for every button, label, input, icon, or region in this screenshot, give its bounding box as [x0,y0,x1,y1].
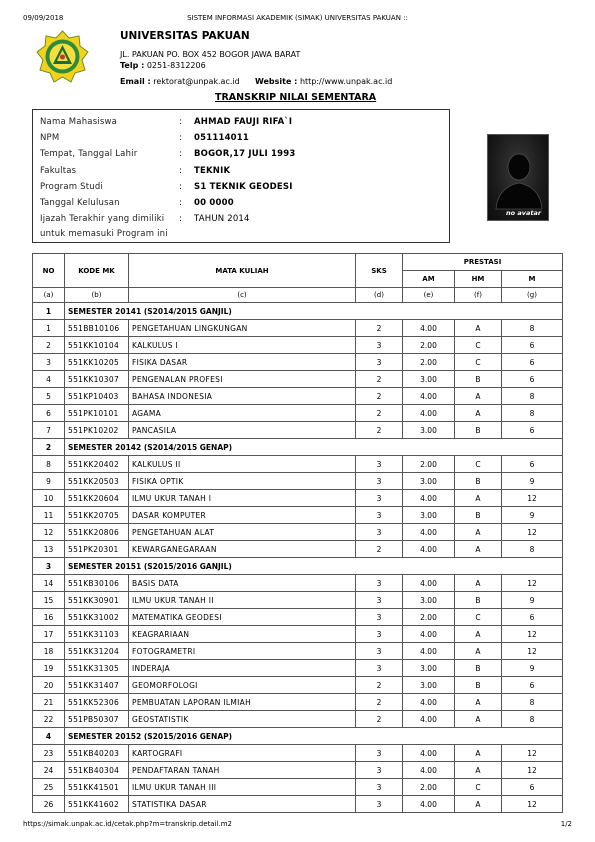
email-value: rektorat@unpak.ac.id [153,77,240,86]
row-am: 4.00 [403,320,455,337]
row-am: 2.00 [403,456,455,473]
row-am: 3.00 [403,507,455,524]
row-kode: 551BB10106 [65,320,129,337]
row-kode: 551PK20301 [65,541,129,558]
row-sks: 3 [356,575,403,592]
row-hm: B [455,473,502,490]
print-page: 1/2 [560,820,572,828]
row-mata-kuliah: PENGETAHUAN LINGKUNGAN [129,320,356,337]
row-no: 9 [33,473,65,490]
row-am: 2.00 [403,337,455,354]
info-label: NPM [40,133,60,143]
row-m: 6 [502,354,563,371]
row-sks: 3 [356,337,403,354]
row-kode: 551KK20705 [65,507,129,524]
info-value: BOGOR,17 JULI 1993 [194,149,296,159]
row-mata-kuliah: KEAGRARIAAN [129,626,356,643]
row-hm: C [455,337,502,354]
info-label: Ijazah Terakhir yang dimiliki [40,214,165,224]
row-mata-kuliah: ILMU UKUR TANAH III [129,779,356,796]
row-kode: 551KP10403 [65,388,129,405]
university-address: JL. PAKUAN PO. BOX 452 BOGOR JAWA BARAT [120,50,301,59]
info-label: Fakultas [40,166,77,176]
row-sks: 3 [356,779,403,796]
row-hm: A [455,626,502,643]
table-row [33,456,563,473]
row-hm: C [455,779,502,796]
row-m: 12 [502,745,563,762]
col-hm: HM [455,271,502,288]
row-m: 12 [502,796,563,813]
row-mata-kuliah: KALKULUS II [129,456,356,473]
row-no: 10 [33,490,65,507]
table-row [33,796,563,813]
row-mata-kuliah: ILMU UKUR TANAH II [129,592,356,609]
row-m: 9 [502,660,563,677]
row-am: 4.00 [403,762,455,779]
row-hm: A [455,711,502,728]
row-no: 4 [33,371,65,388]
row-mata-kuliah: GEOMORFOLOGI [129,677,356,694]
semester-row [33,558,563,575]
row-kode: 551KK30901 [65,592,129,609]
row-sks: 3 [356,507,403,524]
column-letter: (b) [65,288,129,303]
row-sks: 2 [356,541,403,558]
row-mata-kuliah: ILMU UKUR TANAH I [129,490,356,507]
row-kode: 551KB40304 [65,762,129,779]
row-kode: 551KK20402 [65,456,129,473]
semester-title: SEMESTER 20152 (S2015/2016 GENAP) [65,728,563,745]
row-kode: 551KK20806 [65,524,129,541]
table-row [33,541,563,558]
grades-table [32,253,563,813]
info-value: 00 0000 [194,198,234,208]
row-mata-kuliah: PEMBUATAN LAPORAN ILMIAH [129,694,356,711]
row-kode: 551KK41501 [65,779,129,796]
table-row [33,354,563,371]
table-row [33,422,563,439]
row-hm: B [455,371,502,388]
row-m: 12 [502,490,563,507]
row-sks: 3 [356,473,403,490]
row-no: 2 [33,337,65,354]
row-sks: 3 [356,643,403,660]
row-sks: 3 [356,626,403,643]
table-row [33,643,563,660]
row-mata-kuliah: PENDAFTARAN TANAH [129,762,356,779]
row-kode: 551KK31407 [65,677,129,694]
row-mata-kuliah: BASIS DATA [129,575,356,592]
row-mata-kuliah: MATEMATIKA GEODESI [129,609,356,626]
row-am: 3.00 [403,660,455,677]
row-sks: 3 [356,524,403,541]
row-hm: C [455,354,502,371]
semester-row [33,728,563,745]
row-hm: A [455,796,502,813]
row-sks: 3 [356,490,403,507]
table-row [33,745,563,762]
row-no: 1 [33,320,65,337]
website-label: Website : [254,77,298,86]
row-mata-kuliah: AGAMA [129,405,356,422]
row-am: 4.00 [403,626,455,643]
row-kode: 551KK52306 [65,694,129,711]
row-sks: 3 [356,745,403,762]
row-am: 3.00 [403,473,455,490]
row-am: 3.00 [403,592,455,609]
semester-no: 3 [33,558,65,575]
row-sks: 2 [356,711,403,728]
row-sks: 2 [356,694,403,711]
row-hm: A [455,320,502,337]
row-am: 4.00 [403,388,455,405]
info-value: S1 TEKNIK GEODESI [194,182,293,192]
row-hm: B [455,660,502,677]
row-no: 7 [33,422,65,439]
university-phone [120,61,206,70]
col-m: M [502,271,563,288]
telp-value: 0251-8312206 [146,61,206,70]
row-hm: A [455,643,502,660]
university-name: UNIVERSITAS PAKUAN [120,30,250,42]
row-m: 12 [502,643,563,660]
row-m: 6 [502,677,563,694]
row-hm: A [455,490,502,507]
table-row [33,337,563,354]
row-sks: 2 [356,422,403,439]
row-m: 8 [502,694,563,711]
row-sks: 3 [356,456,403,473]
row-hm: A [455,694,502,711]
table-row [33,592,563,609]
student-info-box: Nama Mahasiswa : AHMAD FAUJI RIFA`I NPM : 051114011 Tempat, Tanggal Lahir : BOGOR,17 JULI 1993 Fakultas : TEKNIK Program Studi : S1 TEKNIK GEODESI Tanggal Kelulusan : 00 0000 Ijazah Terakhir yang dimiliki : TAHUN 2014 untuk memasuki Program ini [32,109,450,243]
row-mata-kuliah: STATISTIKA DASAR [129,796,356,813]
print-footer [23,820,572,828]
row-hm: B [455,507,502,524]
row-m: 6 [502,779,563,796]
table-row [33,609,563,626]
column-letter: (g) [502,288,563,303]
row-no: 18 [33,643,65,660]
info-value: TAHUN 2014 [194,214,250,224]
row-kode: 551KK41602 [65,796,129,813]
row-am: 4.00 [403,524,455,541]
table-row [33,779,563,796]
col-mata-kuliah: MATA KULIAH [129,254,356,288]
row-kode: 551KK10307 [65,371,129,388]
row-sks: 2 [356,405,403,422]
row-no: 23 [33,745,65,762]
table-row [33,320,563,337]
info-label: Tanggal Kelulusan [40,198,120,208]
col-am: AM [403,271,455,288]
row-kode: 551PK10101 [65,405,129,422]
row-kode: 551KK31103 [65,626,129,643]
table-row [33,473,563,490]
row-mata-kuliah: INDERAJA [129,660,356,677]
row-m: 12 [502,626,563,643]
row-sks: 2 [356,371,403,388]
row-hm: C [455,609,502,626]
row-am: 3.00 [403,422,455,439]
row-am: 2.00 [403,779,455,796]
row-kode: 551PB50307 [65,711,129,728]
col-kode: KODE MK [65,254,129,288]
row-no: 24 [33,762,65,779]
row-hm: B [455,677,502,694]
info-value: AHMAD FAUJI RIFA`I [194,117,293,127]
row-am: 4.00 [403,745,455,762]
row-m: 6 [502,609,563,626]
row-no: 6 [33,405,65,422]
row-kode: 551KB40203 [65,745,129,762]
info-label: Program Studi [40,182,104,192]
row-m: 6 [502,456,563,473]
row-sks: 3 [356,796,403,813]
row-no: 16 [33,609,65,626]
row-am: 2.00 [403,609,455,626]
row-no: 26 [33,796,65,813]
row-sks: 3 [356,592,403,609]
semester-no: 1 [33,303,65,320]
row-hm: B [455,422,502,439]
column-letter: (d) [356,288,403,303]
row-am: 2.00 [403,354,455,371]
row-sks: 3 [356,609,403,626]
row-hm: B [455,592,502,609]
table-row [33,405,563,422]
row-m: 8 [502,320,563,337]
row-mata-kuliah: KALKULUS I [129,337,356,354]
row-am: 4.00 [403,575,455,592]
university-contact [120,77,392,86]
column-letter: (c) [129,288,356,303]
row-m: 12 [502,575,563,592]
table-row [33,711,563,728]
row-no: 11 [33,507,65,524]
row-m: 9 [502,473,563,490]
column-letter: (e) [403,288,455,303]
table-row [33,762,563,779]
row-kode: 551KK20604 [65,490,129,507]
table-row [33,388,563,405]
row-mata-kuliah: DASAR KOMPUTER [129,507,356,524]
row-hm: A [455,524,502,541]
row-mata-kuliah: PENGETAHUAN ALAT [129,524,356,541]
row-hm: A [455,541,502,558]
column-letter: (a) [33,288,65,303]
column-letter: (f) [455,288,502,303]
row-am: 4.00 [403,796,455,813]
semester-no: 4 [33,728,65,745]
telp-label: Telp : [120,61,145,70]
print-url: https://simak.unpak.ac.id/cetak.php?m=transkrip.detail.m2 [23,820,232,828]
row-mata-kuliah: PANCASILA [129,422,356,439]
row-mata-kuliah: BAHASA INDONESIA [129,388,356,405]
table-row [33,677,563,694]
row-no: 20 [33,677,65,694]
table-row [33,507,563,524]
col-prestasi: PRESTASI [403,254,563,271]
row-sks: 3 [356,762,403,779]
row-hm: A [455,575,502,592]
row-m: 8 [502,711,563,728]
table-row [33,694,563,711]
semester-row [33,303,563,320]
row-sks: 2 [356,320,403,337]
row-hm: A [455,405,502,422]
row-am: 3.00 [403,677,455,694]
row-kode: 551KK10104 [65,337,129,354]
semester-title: SEMESTER 20142 (S2014/2015 GENAP) [65,439,563,456]
row-no: 3 [33,354,65,371]
row-am: 4.00 [403,711,455,728]
row-m: 8 [502,541,563,558]
semester-title: SEMESTER 20151 (S2015/2016 GANJIL) [65,558,563,575]
table-row [33,490,563,507]
row-m: 9 [502,592,563,609]
row-no: 14 [33,575,65,592]
row-m: 8 [502,388,563,405]
row-no: 21 [33,694,65,711]
row-hm: A [455,762,502,779]
row-kode: 551KK10205 [65,354,129,371]
row-m: 9 [502,507,563,524]
table-row [33,371,563,388]
row-m: 6 [502,337,563,354]
col-sks: SKS [356,254,403,288]
row-no: 5 [33,388,65,405]
table-row [33,626,563,643]
row-m: 8 [502,405,563,422]
row-am: 3.00 [403,371,455,388]
row-sks: 2 [356,677,403,694]
row-m: 12 [502,762,563,779]
print-header [23,14,572,22]
row-no: 19 [33,660,65,677]
row-hm: C [455,456,502,473]
row-no: 17 [33,626,65,643]
semester-row [33,439,563,456]
row-mata-kuliah: FOTOGRAMETRI [129,643,356,660]
row-mata-kuliah: FISIKA DASAR [129,354,356,371]
row-mata-kuliah: PENGENALAN PROFESI [129,371,356,388]
student-avatar [487,134,549,221]
row-mata-kuliah: GEOSTATISTIK [129,711,356,728]
row-hm: A [455,745,502,762]
row-m: 12 [502,524,563,541]
row-m: 6 [502,371,563,388]
row-mata-kuliah: KEWARGANEGARAAN [129,541,356,558]
row-am: 4.00 [403,541,455,558]
info-label: Nama Mahasiswa [40,117,118,127]
info-label: Tempat, Tanggal Lahir [40,149,138,159]
row-m: 6 [502,422,563,439]
row-no: 15 [33,592,65,609]
row-kode: 551KK31002 [65,609,129,626]
avatar-placeholder-text: no avatar [506,209,542,217]
row-no: 22 [33,711,65,728]
col-no: NO [33,254,65,288]
row-kode: 551KK20503 [65,473,129,490]
info-label: untuk memasuki Program ini [40,229,168,239]
row-am: 4.00 [403,694,455,711]
info-value: TEKNIK [194,166,231,176]
row-kode: 551KK31204 [65,643,129,660]
university-logo [36,30,89,83]
email-label: Email : [120,77,151,86]
row-no: 25 [33,779,65,796]
table-row [33,660,563,677]
row-kode: 551KB30106 [65,575,129,592]
print-title: SISTEM INFORMASI AKADEMIK (SIMAK) UNIVERSITAS PAKUAN :: [187,14,408,22]
table-row [33,524,563,541]
semester-no: 2 [33,439,65,456]
info-value: 051114011 [194,133,250,143]
row-hm: A [455,388,502,405]
row-sks: 2 [356,388,403,405]
row-sks: 3 [356,660,403,677]
row-no: 12 [33,524,65,541]
row-am: 4.00 [403,405,455,422]
print-date: 09/09/2018 [23,14,64,22]
row-no: 8 [33,456,65,473]
row-mata-kuliah: FISIKA OPTIK [129,473,356,490]
column-letter-row [33,288,563,303]
row-sks: 3 [356,354,403,371]
row-kode: 551KK31305 [65,660,129,677]
row-mata-kuliah: KARTOGRAFI [129,745,356,762]
row-kode: 551PK10202 [65,422,129,439]
document-title: TRANSKRIP NILAI SEMENTARA [215,92,377,103]
website-value: http://www.unpak.ac.id [299,77,393,86]
row-am: 4.00 [403,490,455,507]
table-row [33,575,563,592]
semester-title: SEMESTER 20141 (S2014/2015 GANJIL) [65,303,563,320]
row-am: 4.00 [403,643,455,660]
row-no: 13 [33,541,65,558]
